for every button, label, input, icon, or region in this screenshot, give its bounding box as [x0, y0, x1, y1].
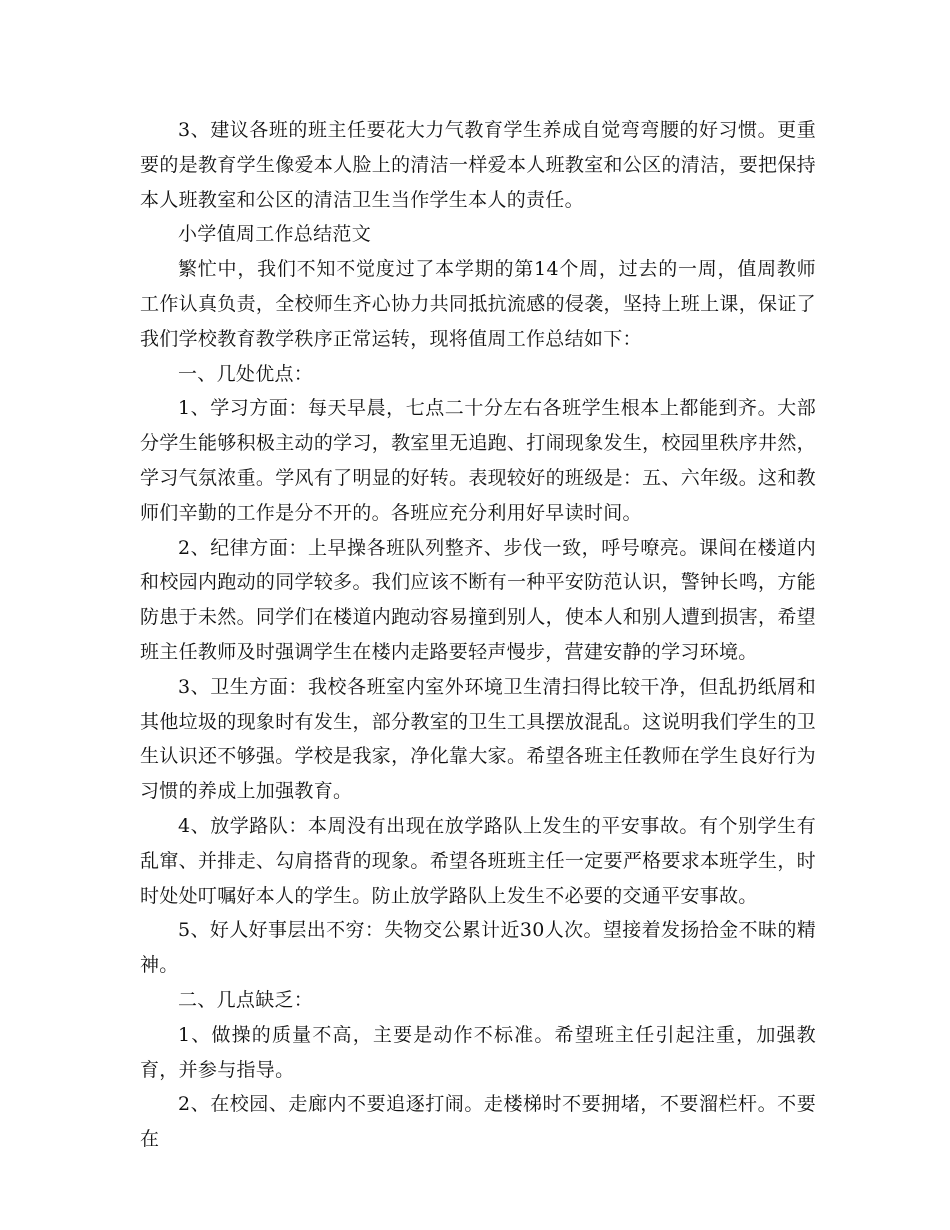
paragraph-suggestion-3: 3、建议各班的班主任要花大力气教育学生养成自觉弯弯腰的好习惯。更重要的是教育学生像爱本人脸上的清洁一样爱本人班教室和公区的清洁，要把保持本人班教室和公区的清洁卫生当作学生本人的责任。 — [140, 119, 816, 211]
paragraph-study: 1、学习方面：每天早晨，七点二十分左右各班学生根本上都能到齐。大部分学生能够积极主动的学习，教室里无追跑、打闹现象发生，校园里秩序井然，学习气氛浓重。学风有了明显的好转。表现较好的班级是：五、六年级。这和教师们辛勤的工作是分不开的。各班应充分利用好早读时间。 — [140, 397, 816, 524]
paragraph-intro: 繁忙中，我们不知不觉度过了本学期的第14个周，过去的一周，值周教师工作认真负责，全校师生齐心协力共同抵抗流感的侵袭，坚持上班上课，保证了我们学校教育教学秩序正常运转，现将值周工作总结如下： — [140, 258, 816, 350]
heading-strengths: 一、几处优点： — [178, 362, 314, 385]
document-body — [140, 113, 816, 1157]
paragraph-hygiene: 3、卫生方面：我校各班室内室外环境卫生清扫得比较干净，但乱扔纸屑和其他垃圾的现象时有发生，部分教室的卫生工具摆放混乱。这说明我们学生的卫生认识还不够强。学校是我家，净化靠大家。希望各班主任教师在学生良好行为习惯的养成上加强教育。 — [140, 675, 816, 803]
heading-shortcomings: 二、几点缺乏： — [178, 988, 314, 1011]
paragraph-good-deeds: 5、好人好事层出不穷：失物交公累计近30人次。望接着发扬拾金不昧的精神。 — [140, 919, 816, 977]
paragraph-exercise: 1、做操的质量不高，主要是动作不标准。希望班主任引起注重，加强教育，并参与指导。 — [140, 1023, 816, 1081]
paragraph-dismissal: 4、放学路队：本周没有出现在放学路队上发生的平安事故。有个别学生有乱窜、并排走、勾肩搭背的现象。希望各班班主任一定要严格要求本班学生，时时处处叮嘱好本人的学生。防止放学路队上发生不必要的交通平安事故。 — [140, 814, 816, 907]
paragraph-discipline: 2、纪律方面：上早操各班队列整齐、步伐一致，呼号嘹亮。课间在楼道内和校园内跑动的同学较多。我们应该不断有一种平安防范认识，警钟长鸣，方能防患于未然。同学们在楼道内跑动容易撞到别人，使本人和别人遭到损害，希望班主任教师及时强调学生在楼内走路要轻声慢步，营建安静的学习环境。 — [140, 536, 816, 663]
paragraph-corridor: 2、在校园、走廊内不要追逐打闹。走楼梯时不要拥堵，不要溜栏杆。不要在 — [140, 1093, 816, 1151]
section-title: 小学值周工作总结范文 — [178, 223, 372, 246]
